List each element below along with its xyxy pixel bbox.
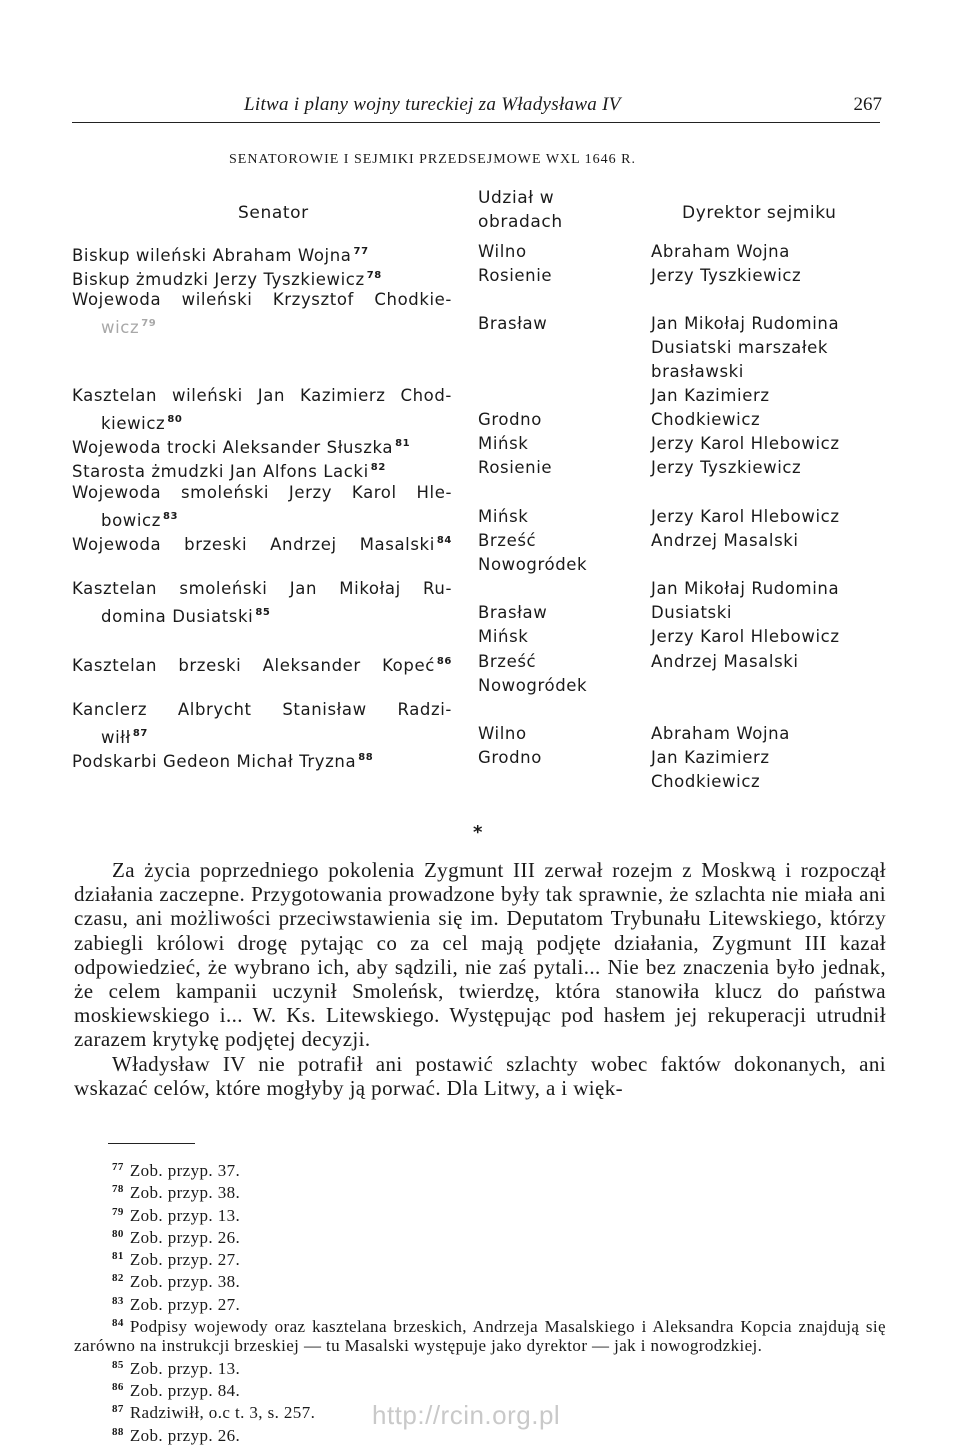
table-cell-director: Dusiatski	[651, 603, 733, 622]
table-row: Wojewoda brzeski Andrzej Masalski $^{84}$	[72, 535, 452, 554]
footnote: $^{85}$ Zob. przyp. 13.	[112, 1358, 241, 1378]
table-cell-director: Jerzy Karol Hlebowicz	[651, 434, 840, 453]
table-row-continuation: wicz $^{79}$	[101, 318, 157, 337]
table-cell-place: Mińsk	[478, 507, 529, 526]
column-header-obradach: obradach	[478, 212, 563, 232]
table-cell-place: Brześć	[478, 531, 537, 550]
footnote: $^{84}$ Podpisy wojewody oraz kasztelana brzeskich, Andrzeja Masalskiego i Aleksandra Kopcia znajdują się zarówno na instrukcji brzeskiej — tu Masalski występuje jako dyrektor — jak i nowogrodzkiej.	[74, 1317, 886, 1356]
footnote: $^{86}$ Zob. przyp. 84.	[112, 1380, 241, 1400]
table-cell-place: Grodno	[478, 748, 542, 767]
table-cell-director: Jerzy Karol Hlebowicz	[651, 627, 840, 646]
table-cell-director: Andrzej Masalski	[651, 531, 799, 550]
column-header-dyrektor: Dyrektor sejmiku	[682, 203, 837, 223]
footnote-rule	[108, 1143, 195, 1144]
table-row-continuation: wiłł $^{87}$	[101, 728, 148, 747]
page-number: 267	[853, 94, 882, 115]
table-row: Kasztelan brzeski Aleksander Kopeć $^{86}$	[72, 656, 452, 675]
table-row: Biskup żmudzki Jerzy Tyszkiewicz $^{78}$	[72, 270, 382, 289]
table-cell-director: Andrzej Masalski	[651, 652, 799, 671]
table-cell-place: Wilno	[478, 724, 527, 743]
table-cell-director: Jerzy Karol Hlebowicz	[651, 507, 840, 526]
footnote: $^{77}$ Zob. przyp. 37.	[112, 1161, 241, 1180]
column-header-senator: Senator	[238, 203, 309, 223]
table-cell-place: Brasław	[478, 603, 548, 622]
table-row-continuation: bowicz $^{83}$	[101, 511, 179, 530]
table-row: Wojewoda trocki Aleksander Słuszka $^{81}$	[72, 438, 411, 457]
table-cell-director: Jerzy Tyszkiewicz	[651, 266, 802, 285]
table-cell-place: Grodno	[478, 410, 542, 429]
footnote: $^{88}$ Zob. przyp. 26.	[112, 1425, 241, 1445]
table-cell-director: Jerzy Tyszkiewicz	[651, 458, 802, 477]
table-cell-director: Abraham Wojna	[651, 242, 790, 261]
table-row: Wojewoda smoleński Jerzy Karol Hle-	[72, 483, 452, 502]
table-cell-place: Mińsk	[478, 627, 529, 646]
table-cell-place: Brasław	[478, 314, 548, 333]
table-row-continuation: domina Dusiatski $^{85}$	[101, 607, 271, 626]
table-row: Kasztelan smoleński Jan Mikołaj Ru-	[72, 579, 452, 598]
table-cell-place: Nowogródek	[478, 555, 588, 574]
table-cell-place: Rosienie	[478, 458, 553, 477]
table-cell-place: Nowogródek	[478, 676, 588, 695]
table-cell-director: Jan Mikołaj Rudomina	[651, 579, 840, 598]
table-cell-director: Dusiatski marszałek	[651, 338, 829, 357]
body-text	[74, 858, 886, 1100]
table-row-continuation: kiewicz $^{80}$	[101, 414, 183, 433]
footnote: $^{78}$ Zob. przyp. 38.	[112, 1183, 241, 1203]
paragraph: Za życia poprzedniego pokolenia Zygmunt III zerwał rozejm z Moskwą i rozpoczął działania zaczepne. Przygotowania prowadzone były tak sprawnie, że szlachta nie miała ani czasu, ani możliwości przeciwstawienia się im. Deputatom Trybunału Litewskiego, którzy zabiegli królowi drogę pytając co za cel mają podjęte działania, Zygmunt III kazał odpowiedzieć, że wybrano ich, aby sądzili, nie zaś pytali... Nie bez znaczenia było jednak, że celem kampanii uczynił Smoleńsk, twierdzę, która stanowiła klucz do państwa moskiewskiego i... W. Ks. Litewskiego. Występując pod hasłem jej rekuperacji utrudnił zarazem krytykę podjętej decyzji.	[74, 858, 886, 1052]
watermark: http://rcin.org.pl	[372, 1400, 561, 1430]
table-cell-director: Jan Mikołaj Rudomina	[651, 314, 840, 333]
table-cell-place: Mińsk	[478, 434, 529, 453]
running-title: Litwa i plany wojny tureckiej za Władysława IV	[244, 94, 621, 115]
table-row: Biskup wileński Abraham Wojna $^{77}$	[72, 246, 369, 265]
table-cell-director: Chodkiewicz	[651, 410, 761, 429]
table-cell-director: Jan Kazimierz	[651, 386, 770, 405]
footnote: $^{79}$ Zob. przyp. 13.	[112, 1205, 241, 1225]
table-row: Kanclerz Albrycht Stanisław Radzi-	[72, 700, 452, 719]
running-header	[72, 94, 882, 124]
table-row: Starosta żmudzki Jan Alfons Lacki $^{82}$	[72, 462, 386, 481]
table-cell-director: Jan Kazimierz	[651, 748, 770, 767]
table-cell-place: Wilno	[478, 242, 527, 261]
paragraph: Władysław IV nie potrafił ani postawić szlachty wobec faktów dokonanych, ani wskazać celów, które mogłyby ją porwać. Dla Litwy, a i więk-	[74, 1051, 886, 1100]
section-separator: *	[473, 822, 483, 843]
footnote: $^{80}$ Zob. przyp. 26.	[112, 1227, 241, 1247]
table-row: Wojewoda wileński Krzysztof Chodkie-	[72, 290, 452, 309]
table-cell-director: brasławski	[651, 362, 744, 381]
table-cell-place: Rosienie	[478, 266, 553, 285]
table-cell-place: Brześć	[478, 652, 537, 671]
table-row: Podskarbi Gedeon Michał Tryzna $^{88}$	[72, 752, 374, 771]
table-cell-director: Chodkiewicz	[651, 772, 761, 791]
table-row: Kasztelan wileński Jan Kazimierz Chod-	[72, 386, 452, 405]
table-title: SENATOROWIE I SEJMIKI PRZEDSEJMOWE WXL 1646 R.	[229, 152, 637, 167]
header-rule	[72, 122, 880, 123]
table-cell-director: Abraham Wojna	[651, 724, 790, 743]
footnote: $^{87}$ Radziwiłł, o.c t. 3, s. 257.	[112, 1403, 316, 1423]
footnote: $^{82}$ Zob. przyp. 38.	[112, 1272, 241, 1292]
footnote: $^{81}$ Zob. przyp. 27.	[112, 1250, 241, 1270]
column-header-udzial: Udział w	[478, 188, 555, 208]
footnote: $^{83}$ Zob. przyp. 27.	[112, 1294, 241, 1314]
